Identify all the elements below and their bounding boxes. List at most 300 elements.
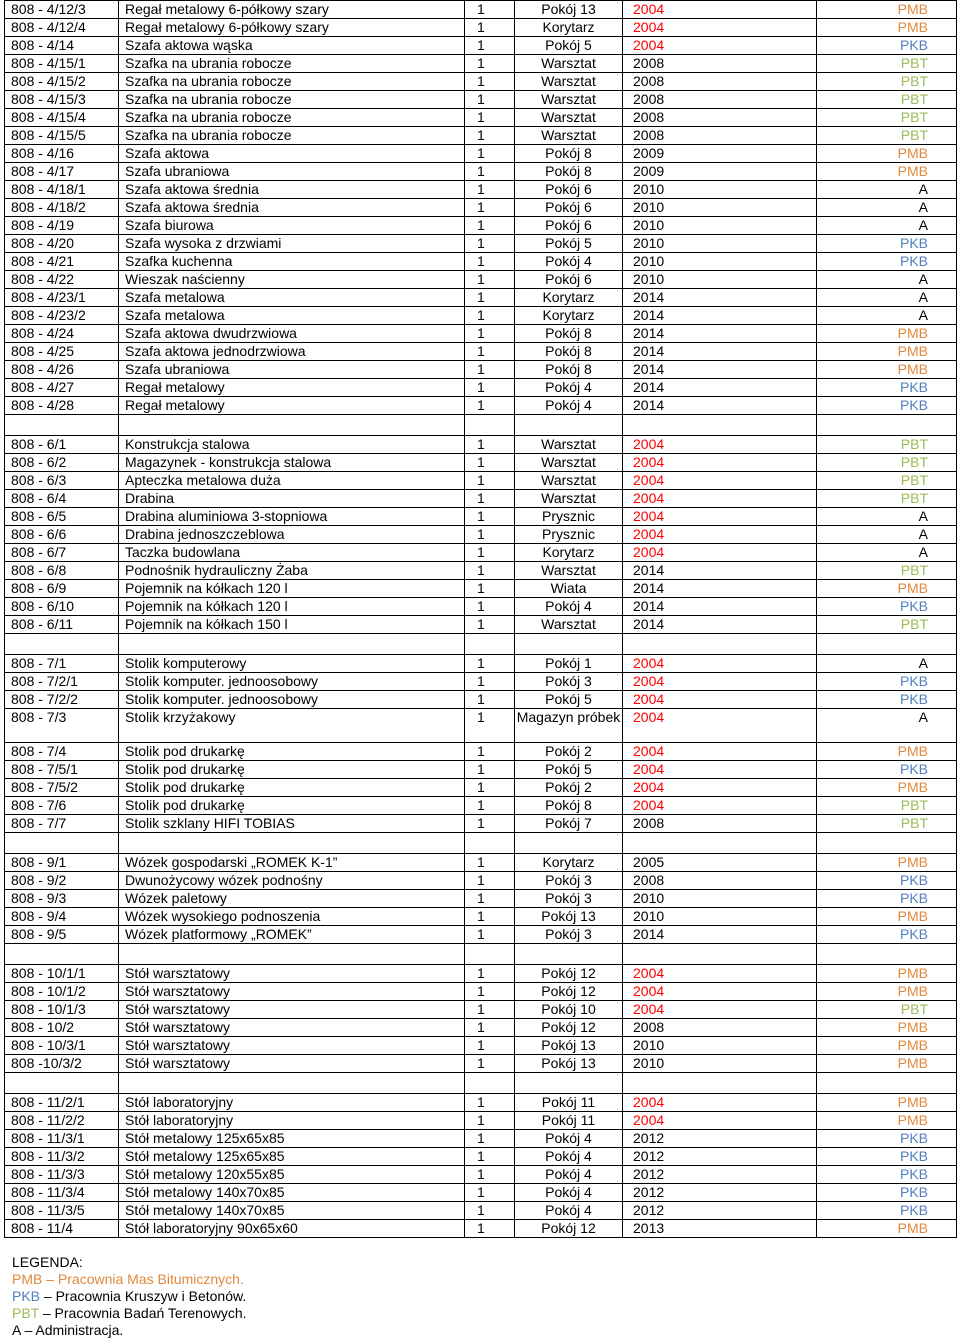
item-name-cell: Stolik komputer. jednoosobowy bbox=[119, 673, 465, 691]
legend-text: – Pracownia Badań Terenowych. bbox=[42, 1305, 247, 1321]
item-name-cell: Szafka kuchenna bbox=[119, 253, 465, 271]
item-name-cell: Drabina jednoszczeblowa bbox=[119, 526, 465, 544]
lab-code-cell: PKB bbox=[817, 761, 957, 779]
room-cell: Pokój 8 bbox=[515, 797, 623, 815]
quantity-cell: 1 bbox=[465, 761, 515, 779]
year-cell: 2004 bbox=[623, 709, 817, 743]
year-cell: 2010 bbox=[623, 181, 817, 199]
lab-code-cell: PKB bbox=[817, 926, 957, 944]
year-cell: 2008 bbox=[623, 73, 817, 91]
room-cell: Pokój 3 bbox=[515, 926, 623, 944]
item-name-cell: Regał metalowy 6-półkowy szary bbox=[119, 19, 465, 37]
table-row bbox=[5, 691, 957, 709]
room-cell: Pokój 3 bbox=[515, 872, 623, 890]
inventory-number-cell: 808 -10/3/2 bbox=[5, 1055, 119, 1073]
item-name-cell: Szafa aktowa średnia bbox=[119, 199, 465, 217]
room-cell: Pokój 6 bbox=[515, 271, 623, 289]
table-row bbox=[5, 1094, 957, 1112]
lab-code-cell: PBT bbox=[817, 91, 957, 109]
room-cell: Pokój 2 bbox=[515, 779, 623, 797]
year-cell: 2010 bbox=[623, 217, 817, 235]
lab-code-cell: PBT bbox=[817, 55, 957, 73]
item-name-cell: Stolik krzyżakowy bbox=[119, 709, 465, 743]
table-row bbox=[5, 343, 957, 361]
lab-code-cell: PBT bbox=[817, 616, 957, 634]
room-cell: Pokój 13 bbox=[515, 1055, 623, 1073]
item-name-cell: Stolik komputerowy bbox=[119, 655, 465, 673]
inventory-number-cell: 808 - 7/7 bbox=[5, 815, 119, 833]
quantity-cell: 1 bbox=[465, 1055, 515, 1073]
room-cell: Pokój 8 bbox=[515, 163, 623, 181]
inventory-number-cell: 808 - 9/1 bbox=[5, 854, 119, 872]
quantity-cell: 1 bbox=[465, 797, 515, 815]
inventory-number-cell: 808 - 10/3/1 bbox=[5, 1037, 119, 1055]
table-spacer-row bbox=[5, 944, 957, 965]
room-cell: Warsztat bbox=[515, 454, 623, 472]
legend-item-pkb bbox=[12, 1288, 247, 1305]
room-cell: Korytarz bbox=[515, 854, 623, 872]
lab-code-cell: A bbox=[817, 307, 957, 325]
quantity-cell: 1 bbox=[465, 673, 515, 691]
lab-code-cell: PKB bbox=[817, 1130, 957, 1148]
item-name-cell: Szafa biurowa bbox=[119, 217, 465, 235]
lab-code-cell: PMB bbox=[817, 580, 957, 598]
lab-code-cell: PKB bbox=[817, 397, 957, 415]
table-row bbox=[5, 598, 957, 616]
inventory-number-cell: 808 - 6/11 bbox=[5, 616, 119, 634]
year-cell: 2008 bbox=[623, 872, 817, 890]
lab-code-cell: PMB bbox=[817, 1055, 957, 1073]
lab-code-cell: PMB bbox=[817, 908, 957, 926]
table-row bbox=[5, 562, 957, 580]
lab-code-cell: PBT bbox=[817, 436, 957, 454]
lab-code-cell: PMB bbox=[817, 743, 957, 761]
quantity-cell: 1 bbox=[465, 1184, 515, 1202]
item-name-cell: Stolik szklany HIFI TOBIAS bbox=[119, 815, 465, 833]
quantity-cell: 1 bbox=[465, 490, 515, 508]
item-name-cell: Szafka na ubrania robocze bbox=[119, 73, 465, 91]
quantity-cell: 1 bbox=[465, 1130, 515, 1148]
inventory-number-cell: 808 - 4/16 bbox=[5, 145, 119, 163]
room-cell: Pokój 13 bbox=[515, 1, 623, 19]
quantity-cell: 1 bbox=[465, 544, 515, 562]
room-cell: Pokój 10 bbox=[515, 1001, 623, 1019]
year-cell: 2004 bbox=[623, 965, 817, 983]
item-name-cell bbox=[119, 1073, 465, 1094]
lab-code-cell: A bbox=[817, 709, 957, 743]
table-row bbox=[5, 397, 957, 415]
quantity-cell bbox=[465, 833, 515, 854]
inventory-number-cell: 808 - 7/2/2 bbox=[5, 691, 119, 709]
table-row bbox=[5, 490, 957, 508]
quantity-cell: 1 bbox=[465, 307, 515, 325]
lab-code-cell: PKB bbox=[817, 379, 957, 397]
inventory-sheet bbox=[4, 0, 956, 1238]
room-cell: Pokój 7 bbox=[515, 815, 623, 833]
year-cell: 2014 bbox=[623, 397, 817, 415]
quantity-cell: 1 bbox=[465, 965, 515, 983]
item-name-cell: Szafka na ubrania robocze bbox=[119, 127, 465, 145]
year-cell: 2004 bbox=[623, 544, 817, 562]
room-cell: Pokój 4 bbox=[515, 1148, 623, 1166]
item-name-cell: Stolik pod drukarkę bbox=[119, 797, 465, 815]
room-cell: Pokój 5 bbox=[515, 691, 623, 709]
lab-code-cell: PBT bbox=[817, 472, 957, 490]
year-cell: 2008 bbox=[623, 55, 817, 73]
room-cell: Pokój 4 bbox=[515, 1184, 623, 1202]
quantity-cell: 1 bbox=[465, 343, 515, 361]
lab-code-cell: PBT bbox=[817, 797, 957, 815]
room-cell: Warsztat bbox=[515, 55, 623, 73]
item-name-cell: Stół warsztatowy bbox=[119, 1001, 465, 1019]
table-row bbox=[5, 926, 957, 944]
year-cell: 2004 bbox=[623, 761, 817, 779]
item-name-cell: Stolik pod drukarkę bbox=[119, 761, 465, 779]
quantity-cell: 1 bbox=[465, 127, 515, 145]
table-row bbox=[5, 743, 957, 761]
inventory-number-cell: 808 - 11/3/1 bbox=[5, 1130, 119, 1148]
table-row bbox=[5, 673, 957, 691]
quantity-cell: 1 bbox=[465, 709, 515, 743]
table-row bbox=[5, 616, 957, 634]
quantity-cell: 1 bbox=[465, 454, 515, 472]
inventory-number-cell: 808 - 4/14 bbox=[5, 37, 119, 55]
room-cell: Magazyn próbek bbox=[515, 709, 623, 743]
inventory-number-cell: 808 - 4/15/2 bbox=[5, 73, 119, 91]
quantity-cell: 1 bbox=[465, 598, 515, 616]
year-cell: 2012 bbox=[623, 1166, 817, 1184]
inventory-number-cell bbox=[5, 944, 119, 965]
lab-code-cell: PBT bbox=[817, 454, 957, 472]
item-name-cell: Drabina bbox=[119, 490, 465, 508]
inventory-number-cell: 808 - 4/21 bbox=[5, 253, 119, 271]
room-cell: Warsztat bbox=[515, 436, 623, 454]
room-cell: Warsztat bbox=[515, 490, 623, 508]
table-row bbox=[5, 872, 957, 890]
room-cell bbox=[515, 944, 623, 965]
legend-code: PKB bbox=[12, 1288, 41, 1304]
inventory-number-cell: 808 - 6/1 bbox=[5, 436, 119, 454]
inventory-number-cell: 808 - 7/3 bbox=[5, 709, 119, 743]
inventory-number-cell: 808 - 9/3 bbox=[5, 890, 119, 908]
lab-code-cell: A bbox=[817, 199, 957, 217]
table-row bbox=[5, 37, 957, 55]
inventory-number-cell: 808 - 4/12/3 bbox=[5, 1, 119, 19]
table-row bbox=[5, 361, 957, 379]
lab-code-cell bbox=[817, 634, 957, 655]
year-cell: 2010 bbox=[623, 271, 817, 289]
lab-code-cell: PBT bbox=[817, 127, 957, 145]
quantity-cell: 1 bbox=[465, 779, 515, 797]
room-cell: Pokój 4 bbox=[515, 253, 623, 271]
item-name-cell bbox=[119, 415, 465, 436]
lab-code-cell bbox=[817, 1073, 957, 1094]
item-name-cell: Wózek gospodarski „ROMEK K-1” bbox=[119, 854, 465, 872]
quantity-cell: 1 bbox=[465, 379, 515, 397]
quantity-cell: 1 bbox=[465, 1037, 515, 1055]
year-cell: 2008 bbox=[623, 91, 817, 109]
year-cell: 2004 bbox=[623, 508, 817, 526]
year-cell: 2014 bbox=[623, 343, 817, 361]
table-row bbox=[5, 91, 957, 109]
table-row bbox=[5, 1112, 957, 1130]
lab-code-cell bbox=[817, 833, 957, 854]
inventory-number-cell: 808 - 4/15/5 bbox=[5, 127, 119, 145]
year-cell: 2004 bbox=[623, 655, 817, 673]
lab-code-cell: PMB bbox=[817, 19, 957, 37]
lab-code-cell: PKB bbox=[817, 890, 957, 908]
inventory-number-cell: 808 - 6/3 bbox=[5, 472, 119, 490]
lab-code-cell bbox=[817, 415, 957, 436]
quantity-cell: 1 bbox=[465, 163, 515, 181]
item-name-cell: Pojemnik na kółkach 120 l bbox=[119, 598, 465, 616]
room-cell: Korytarz bbox=[515, 544, 623, 562]
inventory-number-cell: 808 - 10/1/1 bbox=[5, 965, 119, 983]
item-name-cell: Szafa ubraniowa bbox=[119, 163, 465, 181]
quantity-cell: 1 bbox=[465, 145, 515, 163]
year-cell bbox=[623, 833, 817, 854]
table-row bbox=[5, 379, 957, 397]
inventory-number-cell: 808 - 7/4 bbox=[5, 743, 119, 761]
room-cell: Korytarz bbox=[515, 307, 623, 325]
room-cell: Pokój 5 bbox=[515, 761, 623, 779]
inventory-number-cell: 808 - 4/23/1 bbox=[5, 289, 119, 307]
inventory-number-cell: 808 - 11/3/5 bbox=[5, 1202, 119, 1220]
table-row bbox=[5, 472, 957, 490]
room-cell: Pokój 12 bbox=[515, 965, 623, 983]
item-name-cell: Stół metalowy 125x65x85 bbox=[119, 1130, 465, 1148]
table-row bbox=[5, 854, 957, 872]
year-cell: 2004 bbox=[623, 691, 817, 709]
item-name-cell bbox=[119, 833, 465, 854]
item-name-cell: Stolik komputer. jednoosobowy bbox=[119, 691, 465, 709]
year-cell: 2004 bbox=[623, 454, 817, 472]
room-cell: Pokój 5 bbox=[515, 37, 623, 55]
item-name-cell: Szafa aktowa średnia bbox=[119, 181, 465, 199]
year-cell: 2014 bbox=[623, 562, 817, 580]
year-cell: 2004 bbox=[623, 743, 817, 761]
table-row bbox=[5, 983, 957, 1001]
legend-code: A bbox=[12, 1322, 21, 1338]
item-name-cell: Regał metalowy bbox=[119, 397, 465, 415]
inventory-number-cell: 808 - 4/17 bbox=[5, 163, 119, 181]
inventory-number-cell: 808 - 4/25 bbox=[5, 343, 119, 361]
quantity-cell: 1 bbox=[465, 253, 515, 271]
inventory-number-cell: 808 - 7/1 bbox=[5, 655, 119, 673]
room-cell: Pokój 11 bbox=[515, 1094, 623, 1112]
room-cell: Warsztat bbox=[515, 616, 623, 634]
item-name-cell: Stolik pod drukarkę bbox=[119, 743, 465, 761]
item-name-cell: Regał metalowy 6-półkowy szary bbox=[119, 1, 465, 19]
table-row bbox=[5, 289, 957, 307]
year-cell: 2004 bbox=[623, 472, 817, 490]
lab-code-cell: PKB bbox=[817, 1166, 957, 1184]
quantity-cell: 1 bbox=[465, 361, 515, 379]
year-cell: 2004 bbox=[623, 490, 817, 508]
item-name-cell: Magazynek - konstrukcja stalowa bbox=[119, 454, 465, 472]
lab-code-cell: A bbox=[817, 544, 957, 562]
quantity-cell: 1 bbox=[465, 1148, 515, 1166]
inventory-number-cell: 808 - 9/2 bbox=[5, 872, 119, 890]
inventory-number-cell: 808 - 7/5/2 bbox=[5, 779, 119, 797]
quantity-cell: 1 bbox=[465, 926, 515, 944]
inventory-number-cell: 808 - 4/18/1 bbox=[5, 181, 119, 199]
item-name-cell: Szafa aktowa dwudrzwiowa bbox=[119, 325, 465, 343]
room-cell: Wiata bbox=[515, 580, 623, 598]
lab-code-cell: PMB bbox=[817, 163, 957, 181]
lab-code-cell: PMB bbox=[817, 145, 957, 163]
inventory-number-cell: 808 - 11/2/2 bbox=[5, 1112, 119, 1130]
quantity-cell: 1 bbox=[465, 908, 515, 926]
room-cell bbox=[515, 833, 623, 854]
item-name-cell: Wieszak naścienny bbox=[119, 271, 465, 289]
year-cell: 2009 bbox=[623, 163, 817, 181]
quantity-cell: 1 bbox=[465, 815, 515, 833]
quantity-cell: 1 bbox=[465, 271, 515, 289]
item-name-cell: Stół laboratoryjny bbox=[119, 1112, 465, 1130]
quantity-cell: 1 bbox=[465, 872, 515, 890]
room-cell: Pokój 8 bbox=[515, 145, 623, 163]
room-cell: Pokój 13 bbox=[515, 908, 623, 926]
year-cell: 2014 bbox=[623, 325, 817, 343]
inventory-number-cell: 808 - 6/5 bbox=[5, 508, 119, 526]
item-name-cell: Pojemnik na kółkach 150 l bbox=[119, 616, 465, 634]
item-name-cell: Podnośnik hydrauliczny Żaba bbox=[119, 562, 465, 580]
inventory-number-cell: 808 - 10/1/2 bbox=[5, 983, 119, 1001]
quantity-cell: 1 bbox=[465, 580, 515, 598]
lab-code-cell: A bbox=[817, 181, 957, 199]
quantity-cell: 1 bbox=[465, 199, 515, 217]
table-row bbox=[5, 181, 957, 199]
quantity-cell: 1 bbox=[465, 691, 515, 709]
item-name-cell bbox=[119, 634, 465, 655]
room-cell: Warsztat bbox=[515, 562, 623, 580]
legend bbox=[12, 1254, 247, 1339]
room-cell: Warsztat bbox=[515, 73, 623, 91]
quantity-cell bbox=[465, 634, 515, 655]
lab-code-cell: PBT bbox=[817, 73, 957, 91]
item-name-cell: Szafa wysoka z drzwiami bbox=[119, 235, 465, 253]
year-cell: 2010 bbox=[623, 199, 817, 217]
room-cell: Warsztat bbox=[515, 91, 623, 109]
lab-code-cell: PKB bbox=[817, 691, 957, 709]
item-name-cell: Apteczka metalowa duża bbox=[119, 472, 465, 490]
inventory-number-cell bbox=[5, 1073, 119, 1094]
inventory-number-cell: 808 - 11/3/2 bbox=[5, 1148, 119, 1166]
room-cell: Pokój 11 bbox=[515, 1112, 623, 1130]
table-row bbox=[5, 163, 957, 181]
table-spacer-row bbox=[5, 634, 957, 655]
room-cell: Pokój 4 bbox=[515, 1166, 623, 1184]
quantity-cell: 1 bbox=[465, 325, 515, 343]
year-cell: 2012 bbox=[623, 1184, 817, 1202]
year-cell: 2014 bbox=[623, 379, 817, 397]
quantity-cell: 1 bbox=[465, 854, 515, 872]
quantity-cell: 1 bbox=[465, 1001, 515, 1019]
quantity-cell bbox=[465, 1073, 515, 1094]
table-spacer-row bbox=[5, 415, 957, 436]
year-cell: 2008 bbox=[623, 127, 817, 145]
table-row bbox=[5, 145, 957, 163]
lab-code-cell: PKB bbox=[817, 1202, 957, 1220]
quantity-cell: 1 bbox=[465, 109, 515, 127]
lab-code-cell: PKB bbox=[817, 37, 957, 55]
inventory-number-cell: 808 - 9/4 bbox=[5, 908, 119, 926]
room-cell bbox=[515, 415, 623, 436]
inventory-number-cell: 808 - 4/23/2 bbox=[5, 307, 119, 325]
year-cell: 2004 bbox=[623, 436, 817, 454]
lab-code-cell: PKB bbox=[817, 673, 957, 691]
year-cell: 2008 bbox=[623, 109, 817, 127]
inventory-number-cell: 808 - 4/28 bbox=[5, 397, 119, 415]
lab-code-cell: PMB bbox=[817, 1094, 957, 1112]
year-cell: 2010 bbox=[623, 890, 817, 908]
lab-code-cell: PMB bbox=[817, 1037, 957, 1055]
year-cell: 2004 bbox=[623, 1094, 817, 1112]
lab-code-cell: PBT bbox=[817, 490, 957, 508]
year-cell bbox=[623, 1073, 817, 1094]
quantity-cell: 1 bbox=[465, 181, 515, 199]
inventory-number-cell: 808 - 6/10 bbox=[5, 598, 119, 616]
table-row bbox=[5, 235, 957, 253]
table-row bbox=[5, 1037, 957, 1055]
table-row bbox=[5, 709, 957, 743]
quantity-cell: 1 bbox=[465, 616, 515, 634]
inventory-number-cell: 808 - 4/24 bbox=[5, 325, 119, 343]
inventory-number-cell: 808 - 4/18/2 bbox=[5, 199, 119, 217]
lab-code-cell: PMB bbox=[817, 343, 957, 361]
room-cell: Pokój 4 bbox=[515, 598, 623, 616]
table-row bbox=[5, 1220, 957, 1238]
room-cell: Pokój 3 bbox=[515, 890, 623, 908]
lab-code-cell: A bbox=[817, 289, 957, 307]
year-cell: 2014 bbox=[623, 926, 817, 944]
quantity-cell: 1 bbox=[465, 472, 515, 490]
year-cell bbox=[623, 415, 817, 436]
table-row bbox=[5, 454, 957, 472]
inventory-number-cell: 808 - 11/2/1 bbox=[5, 1094, 119, 1112]
table-row bbox=[5, 436, 957, 454]
legend-text: – Administracja. bbox=[24, 1322, 124, 1338]
year-cell: 2004 bbox=[623, 983, 817, 1001]
inventory-number-cell bbox=[5, 634, 119, 655]
inventory-number-cell: 808 - 7/2/1 bbox=[5, 673, 119, 691]
item-name-cell: Wózek platformowy „ROMEK” bbox=[119, 926, 465, 944]
lab-code-cell: A bbox=[817, 508, 957, 526]
room-cell: Pokój 6 bbox=[515, 181, 623, 199]
table-row bbox=[5, 544, 957, 562]
item-name-cell: Stolik pod drukarkę bbox=[119, 779, 465, 797]
lab-code-cell: A bbox=[817, 271, 957, 289]
inventory-number-cell: 808 - 6/2 bbox=[5, 454, 119, 472]
quantity-cell bbox=[465, 415, 515, 436]
item-name-cell: Stół warsztatowy bbox=[119, 983, 465, 1001]
inventory-number-cell: 808 - 11/3/3 bbox=[5, 1166, 119, 1184]
quantity-cell: 1 bbox=[465, 91, 515, 109]
year-cell: 2004 bbox=[623, 1112, 817, 1130]
table-row bbox=[5, 908, 957, 926]
table-row bbox=[5, 655, 957, 673]
room-cell: Pokój 2 bbox=[515, 743, 623, 761]
quantity-cell: 1 bbox=[465, 1202, 515, 1220]
room-cell: Pokój 8 bbox=[515, 325, 623, 343]
item-name-cell: Szafka na ubrania robocze bbox=[119, 91, 465, 109]
room-cell: Pokój 6 bbox=[515, 217, 623, 235]
room-cell: Pokój 12 bbox=[515, 1220, 623, 1238]
quantity-cell: 1 bbox=[465, 19, 515, 37]
inventory-number-cell: 808 - 6/7 bbox=[5, 544, 119, 562]
table-row bbox=[5, 508, 957, 526]
